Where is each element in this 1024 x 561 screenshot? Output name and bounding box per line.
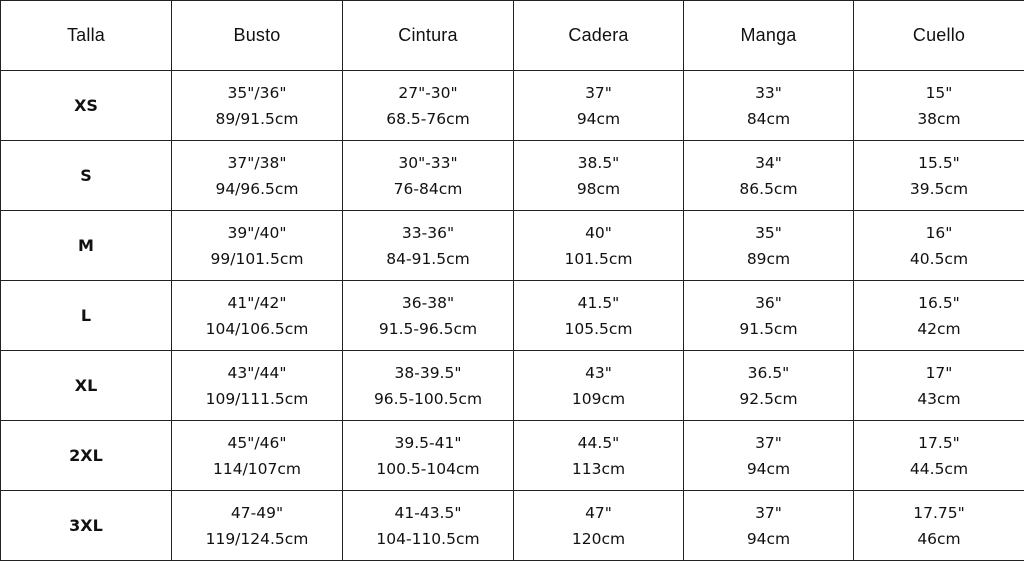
- value-inches: 41.5": [514, 290, 683, 316]
- value-inches: 39"/40": [172, 220, 342, 246]
- cell-cadera: [514, 421, 684, 491]
- table-row: [1, 421, 1024, 491]
- value-cm: 84cm: [684, 106, 853, 132]
- cell-cadera: [514, 71, 684, 141]
- value-cm: 84-91.5cm: [343, 246, 513, 272]
- table-row: [1, 281, 1024, 351]
- table-row: [1, 71, 1024, 141]
- cell-cadera: [514, 281, 684, 351]
- value-cm: 100.5-104cm: [343, 456, 513, 482]
- value-cm: 96.5-100.5cm: [343, 386, 513, 412]
- value-inches: 15": [854, 80, 1024, 106]
- size-label: 3XL: [1, 491, 172, 561]
- value-cm: 94cm: [684, 526, 853, 552]
- cell-cuello: [854, 71, 1024, 141]
- value-inches: 27"-30": [343, 80, 513, 106]
- cell-cuello: [854, 491, 1024, 561]
- value-inches: 36-38": [343, 290, 513, 316]
- cell-cuello: [854, 351, 1024, 421]
- value-cm: 104-110.5cm: [343, 526, 513, 552]
- value-cm: 94cm: [514, 106, 683, 132]
- value-cm: 89/91.5cm: [172, 106, 342, 132]
- cell-cuello: [854, 211, 1024, 281]
- value-cm: 104/106.5cm: [172, 316, 342, 342]
- value-cm: 91.5-96.5cm: [343, 316, 513, 342]
- value-inches: 37"/38": [172, 150, 342, 176]
- cell-busto: [172, 211, 343, 281]
- value-cm: 39.5cm: [854, 176, 1024, 202]
- value-inches: 17.75": [854, 500, 1024, 526]
- value-inches: 35": [684, 220, 853, 246]
- value-inches: 33-36": [343, 220, 513, 246]
- header-row: [1, 1, 1024, 71]
- value-cm: 98cm: [514, 176, 683, 202]
- header-cuello: Cuello: [854, 1, 1024, 71]
- value-cm: 94/96.5cm: [172, 176, 342, 202]
- value-cm: 76-84cm: [343, 176, 513, 202]
- cell-cintura: [343, 351, 514, 421]
- value-cm: 46cm: [854, 526, 1024, 552]
- value-cm: 44.5cm: [854, 456, 1024, 482]
- value-cm: 99/101.5cm: [172, 246, 342, 272]
- cell-busto: [172, 421, 343, 491]
- value-cm: 109/111.5cm: [172, 386, 342, 412]
- value-cm: 105.5cm: [514, 316, 683, 342]
- size-label: XL: [1, 351, 172, 421]
- value-inches: 30"-33": [343, 150, 513, 176]
- size-label: XS: [1, 71, 172, 141]
- header-cadera: Cadera: [514, 1, 684, 71]
- cell-cuello: [854, 141, 1024, 211]
- value-inches: 36": [684, 290, 853, 316]
- cell-cintura: [343, 281, 514, 351]
- value-inches: 17": [854, 360, 1024, 386]
- value-cm: 94cm: [684, 456, 853, 482]
- value-inches: 17.5": [854, 430, 1024, 456]
- size-label: L: [1, 281, 172, 351]
- value-cm: 38cm: [854, 106, 1024, 132]
- cell-cuello: [854, 281, 1024, 351]
- value-cm: 120cm: [514, 526, 683, 552]
- value-inches: 39.5-41": [343, 430, 513, 456]
- table-row: [1, 141, 1024, 211]
- value-cm: 113cm: [514, 456, 683, 482]
- header-talla: Talla: [1, 1, 172, 71]
- value-cm: 40.5cm: [854, 246, 1024, 272]
- cell-manga: [684, 351, 854, 421]
- cell-busto: [172, 71, 343, 141]
- size-label: M: [1, 211, 172, 281]
- size-label: 2XL: [1, 421, 172, 491]
- cell-cintura: [343, 211, 514, 281]
- value-inches: 37": [684, 430, 853, 456]
- value-cm: 91.5cm: [684, 316, 853, 342]
- cell-manga: [684, 281, 854, 351]
- value-cm: 92.5cm: [684, 386, 853, 412]
- value-cm: 114/107cm: [172, 456, 342, 482]
- table-row: [1, 491, 1024, 561]
- cell-cintura: [343, 421, 514, 491]
- value-inches: 43"/44": [172, 360, 342, 386]
- cell-manga: [684, 211, 854, 281]
- cell-busto: [172, 281, 343, 351]
- value-inches: 38-39.5": [343, 360, 513, 386]
- value-inches: 37": [514, 80, 683, 106]
- cell-cadera: [514, 141, 684, 211]
- value-inches: 33": [684, 80, 853, 106]
- cell-cintura: [343, 141, 514, 211]
- table-row: [1, 351, 1024, 421]
- value-inches: 44.5": [514, 430, 683, 456]
- value-cm: 119/124.5cm: [172, 526, 342, 552]
- value-inches: 45"/46": [172, 430, 342, 456]
- value-inches: 47": [514, 500, 683, 526]
- value-cm: 68.5-76cm: [343, 106, 513, 132]
- value-inches: 16.5": [854, 290, 1024, 316]
- value-inches: 41-43.5": [343, 500, 513, 526]
- cell-manga: [684, 141, 854, 211]
- cell-cadera: [514, 211, 684, 281]
- cell-manga: [684, 71, 854, 141]
- cell-cadera: [514, 351, 684, 421]
- value-inches: 37": [684, 500, 853, 526]
- value-cm: 86.5cm: [684, 176, 853, 202]
- cell-cintura: [343, 71, 514, 141]
- value-inches: 43": [514, 360, 683, 386]
- cell-cadera: [514, 491, 684, 561]
- size-label: S: [1, 141, 172, 211]
- value-inches: 36.5": [684, 360, 853, 386]
- value-cm: 42cm: [854, 316, 1024, 342]
- value-inches: 34": [684, 150, 853, 176]
- value-cm: 89cm: [684, 246, 853, 272]
- value-cm: 101.5cm: [514, 246, 683, 272]
- value-cm: 43cm: [854, 386, 1024, 412]
- value-inches: 16": [854, 220, 1024, 246]
- value-inches: 41"/42": [172, 290, 342, 316]
- value-cm: 109cm: [514, 386, 683, 412]
- header-cintura: Cintura: [343, 1, 514, 71]
- header-manga: Manga: [684, 1, 854, 71]
- header-busto: Busto: [172, 1, 343, 71]
- value-inches: 15.5": [854, 150, 1024, 176]
- cell-manga: [684, 491, 854, 561]
- cell-manga: [684, 421, 854, 491]
- table-body: [1, 71, 1024, 561]
- cell-busto: [172, 491, 343, 561]
- value-inches: 40": [514, 220, 683, 246]
- cell-busto: [172, 351, 343, 421]
- value-inches: 38.5": [514, 150, 683, 176]
- table-row: [1, 211, 1024, 281]
- cell-cuello: [854, 421, 1024, 491]
- value-inches: 35"/36": [172, 80, 342, 106]
- cell-busto: [172, 141, 343, 211]
- value-inches: 47-49": [172, 500, 342, 526]
- cell-cintura: [343, 491, 514, 561]
